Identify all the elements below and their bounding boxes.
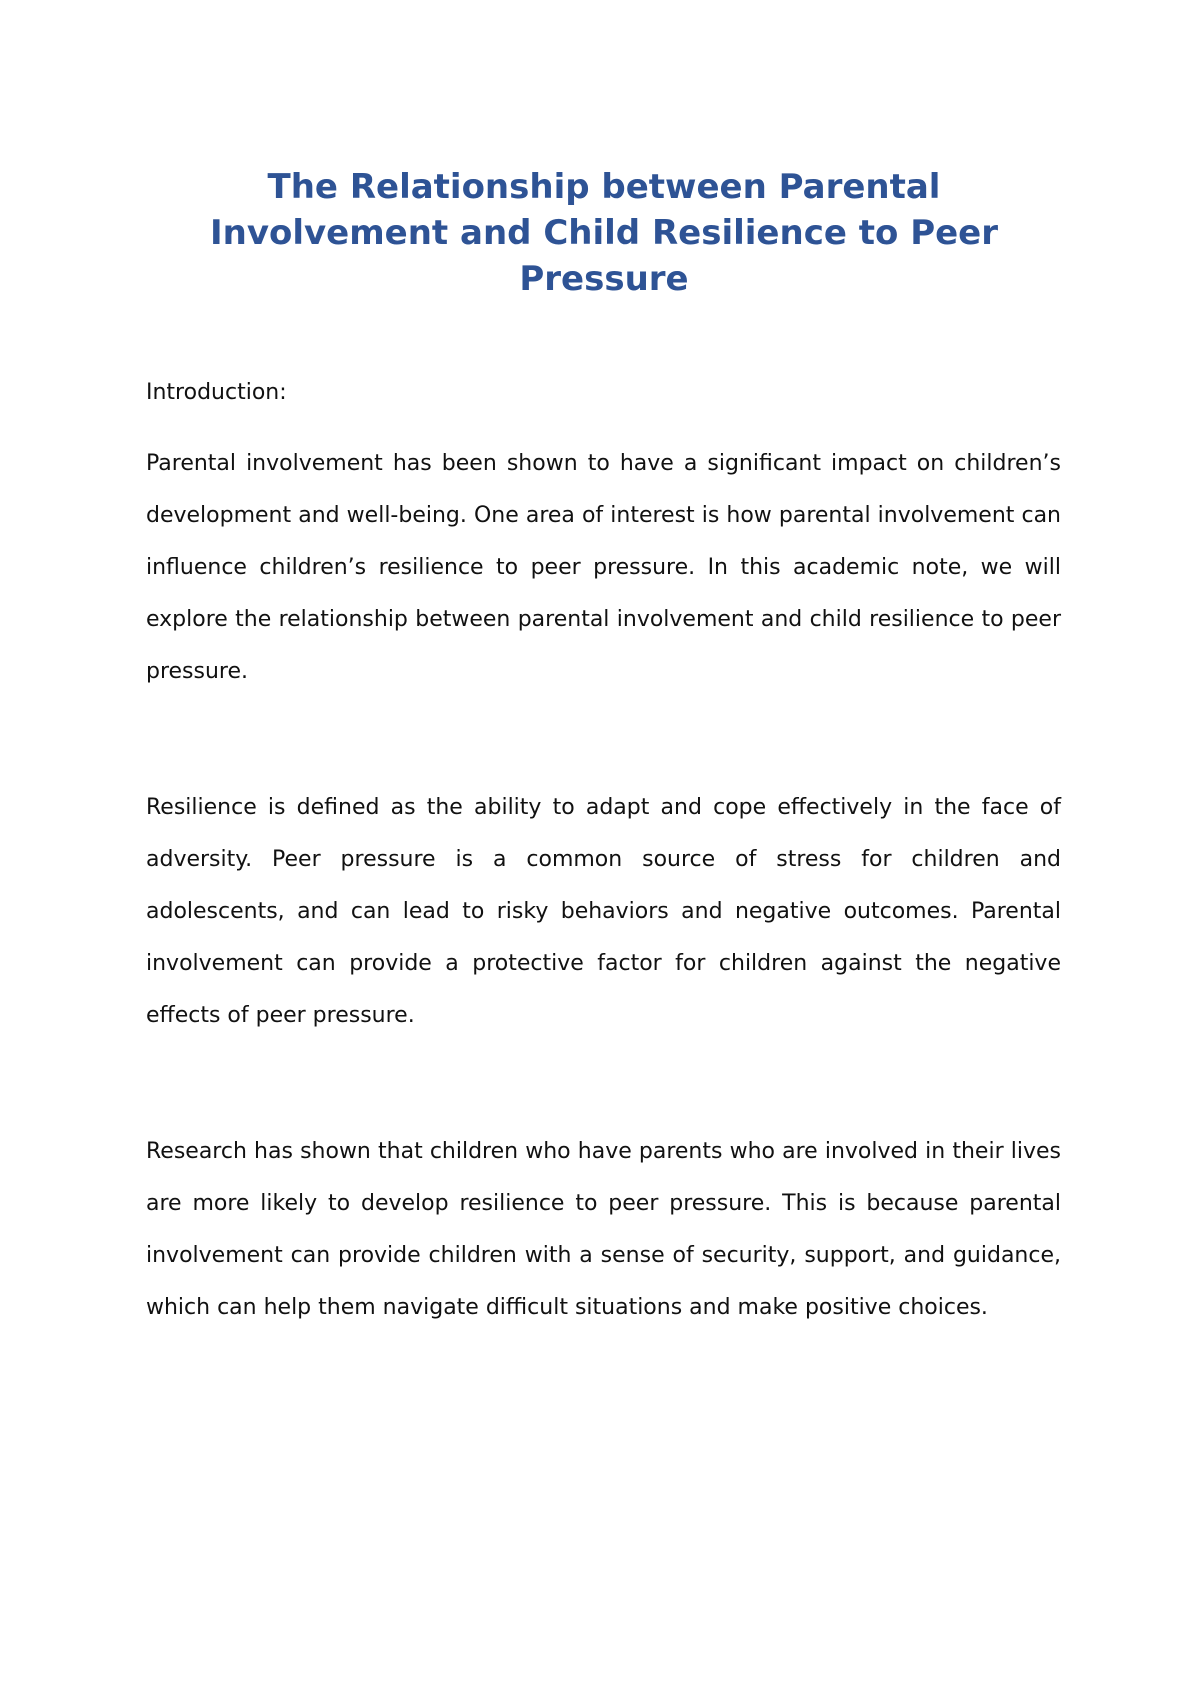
intro-heading: Introduction: [146,380,287,405]
document-title: The Relationship between Parental Involvement and Child Resilience to Peer Pressure [209,167,998,299]
paragraph-research-findings: Research has shown that children who have parents who are involved in their lives are more likely to develop resilience to peer pressure. This is because parental involvement can provide children with a sense of security, support, and guidance, which can help them navigate difficult situations and make positive choices. [146,1139,1061,1320]
paragraph-intro: Parental involvement has been shown to have a significant impact on children’s development and well-being. One area of interest is how parental involvement can influence children’s resilience to peer pressure. In this academic note, we will explore the relationship between parental involvement and child resilience to peer pressure. [146,451,1061,684]
paragraph-resilience-definition: Resilience is defined as the ability to adapt and cope effectively in the face of adversity. Peer pressure is a common source of stress for children and adolescents, and can lead to risky behaviors and negative outcomes. Parental involvement can provide a protective factor for children against the negative effects of peer pressure. [146,795,1061,1028]
